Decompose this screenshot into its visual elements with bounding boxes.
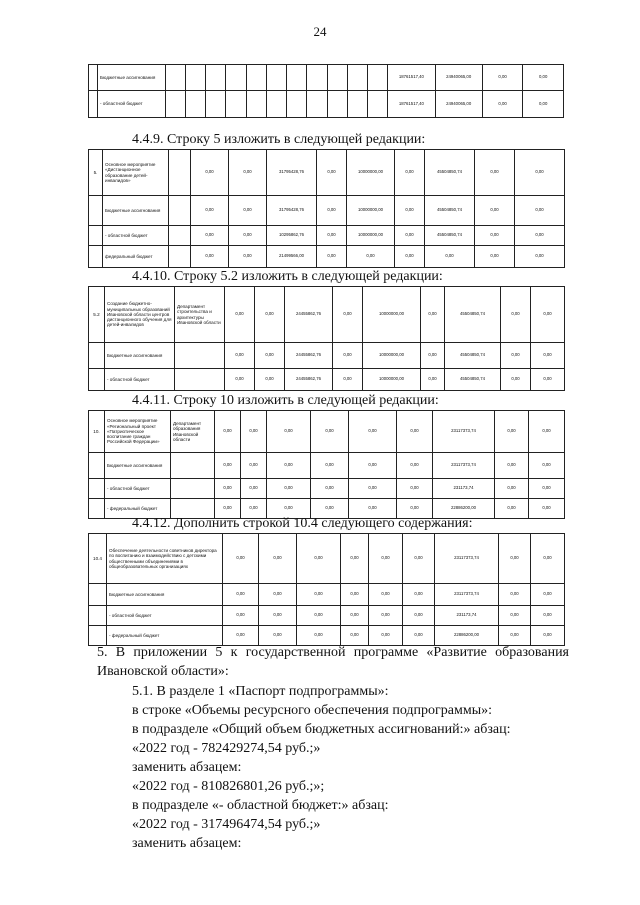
table-row: Бюджетные ассигнования 18761517,40 24940065,00 0,00 0,00 (89, 65, 564, 91)
row-label: Обеспечение деятельности советников директора по воспитанию и взаимодействию с детскими общественными объединениями в общеобразовательных организациях (107, 534, 223, 584)
row-label: Бюджетные ассигнования (105, 453, 171, 479)
table-row: Бюджетные ассигнования 0,00 0,00 24455862,76 0,00 10000000,00 0,00 45504850,74 0,00 0,00 (89, 343, 565, 369)
page-number: 24 (313, 24, 327, 39)
text-line: заменить абзацем: (132, 760, 242, 775)
row-number: 10. (89, 411, 105, 453)
table-top (88, 64, 564, 118)
text-line: в подразделе «- областной бюджет:» абзац: (132, 798, 389, 813)
table-row: - областной бюджет 18761517,40 24940065,00 0,00 0,00 (89, 91, 564, 118)
text-line: заменить абзацем: (132, 836, 242, 851)
paragraph-5: 5. В приложении 5 к государственной программе «Развитие образования Ивановской области»: (97, 645, 569, 679)
row-label: - областной бюджет (103, 226, 169, 246)
row-label: Бюджетные ассигнования (105, 343, 175, 369)
table-row: - областной бюджет 0,00 0,00 24455862,76 0,00 10000000,00 0,00 45504850,74 0,00 0,00 (89, 369, 565, 391)
table-row: 5.2 Создание бюджетно-муниципальных образований Ивановской области центров дистанционного обучения для детей-инвалидов Департамент строительства и архитектуры Ивановской области 0,00 0,00 24455862,76 0,00 10000000,00 0,00 45504850,74 0,00 0,00 (89, 287, 565, 343)
table-row-10 (88, 410, 565, 519)
row-label: - федеральный бюджет (107, 626, 223, 646)
table-row: Бюджетные ассигнования 0,00 0,00 31795428,76 0,00 10000000,00 0,00 45504850,74 0,00 0,00 (89, 196, 565, 226)
row-label: Бюджетные ассигнования (98, 65, 166, 91)
table-row: 10.4 Обеспечение деятельности советников директора по воспитанию и взаимодействию с детскими общественными объединениями в общеобразовательных организациях 0,00 0,00 0,00 0,00 0,00 0,00 23117373,74 0,00 0,00 (89, 534, 565, 584)
table-row: - федеральный бюджет 0,00 0,00 0,00 0,00 0,00 0,00 22886200,00 0,00 0,00 (89, 499, 565, 519)
row-label: Бюджетные ассигнования (107, 584, 223, 606)
table-row: 10. Основное мероприятие «Региональный проект «Патриотическое воспитание граждан Российской Федерации» Департамент образования Ивановской области 0,00 0,00 0,00 0,00 0,00 0,00 23117373,74 0,00 0,00 (89, 411, 565, 453)
text-line: «2022 год - 317496474,54 руб.;» (132, 817, 321, 832)
row-label: федеральный бюджет (103, 246, 169, 268)
table-row-10-4 (88, 533, 565, 646)
table-row: Бюджетные ассигнования 0,00 0,00 0,00 0,00 0,00 0,00 23117373,74 0,00 0,00 (89, 453, 565, 479)
row-label: - областной бюджет (105, 369, 175, 391)
row-label: - областной бюджет (105, 479, 171, 499)
heading-4-4-12: 4.4.12. Дополнить строкой 10.4 следующего содержания: (132, 516, 473, 531)
text-line: в подразделе «Общий объем бюджетных ассигнований:» абзац: (132, 722, 511, 737)
row-label: - областной бюджет (98, 91, 166, 118)
row-label: - областной бюджет (107, 606, 223, 626)
heading-4-4-9: 4.4.9. Строку 5 изложить в следующей редакции: (132, 132, 426, 147)
row-number: 5. (89, 150, 103, 196)
executor: Департамент строительства и архитектуры Ивановской области (175, 287, 225, 343)
heading-4-4-11: 4.4.11. Строку 10 изложить в следующей редакции: (132, 393, 439, 408)
text-line: «2022 год - 782429274,54 руб.;» (132, 741, 321, 756)
row-number: 5.2 (89, 287, 105, 343)
row-label: Основное мероприятие «Дистанционное образование детей-инвалидов» (103, 150, 169, 196)
table-row: - федеральный бюджет 0,00 0,00 0,00 0,00 0,00 0,00 22886200,00 0,00 0,00 (89, 626, 565, 646)
heading-4-4-10: 4.4.10. Строку 5.2 изложить в следующей редакции: (132, 269, 443, 284)
table-row: - областной бюджет 0,00 0,00 0,00 0,00 0,00 0,00 231173,74 0,00 0,00 (89, 606, 565, 626)
table-row: 5. Основное мероприятие «Дистанционное образование детей-инвалидов» 0,00 0,00 31795428,76 0,00 10000000,00 0,00 45504850,74 0,00 0,00 (89, 150, 565, 196)
row-label: - федеральный бюджет (105, 499, 171, 519)
text-line: 5.1. В разделе 1 «Паспорт подпрограммы»: (132, 684, 389, 699)
row-label: Основное мероприятие «Региональный проект «Патриотическое воспитание граждан Российской Федерации» (105, 411, 171, 453)
table-row-5 (88, 149, 565, 268)
table-row: - областной бюджет 0,00 0,00 0,00 0,00 0,00 0,00 231173,74 0,00 0,00 (89, 479, 565, 499)
table-row: Бюджетные ассигнования 0,00 0,00 0,00 0,00 0,00 0,00 23117373,74 0,00 0,00 (89, 584, 565, 606)
row-label: Бюджетные ассигнования (103, 196, 169, 226)
table-row-5-2 (88, 286, 565, 391)
row-number: 10.4 (89, 534, 107, 584)
table-row: федеральный бюджет 0,00 0,00 21499566,00 0,00 0,00 0,00 0,00 0,00 0,00 (89, 246, 565, 268)
row-label: Создание бюджетно-муниципальных образований Ивановской области центров дистанционного обучения для детей-инвалидов (105, 287, 175, 343)
table-row: - областной бюджет 0,00 0,00 10295862,76 0,00 10000000,00 0,00 45504850,74 0,00 0,00 (89, 226, 565, 246)
text-line: в строке «Объемы ресурсного обеспечения подпрограммы»: (132, 703, 493, 718)
text-line: «2022 год - 810826801,26 руб.;»; (132, 779, 325, 794)
executor: Департамент образования Ивановской области (171, 411, 215, 453)
